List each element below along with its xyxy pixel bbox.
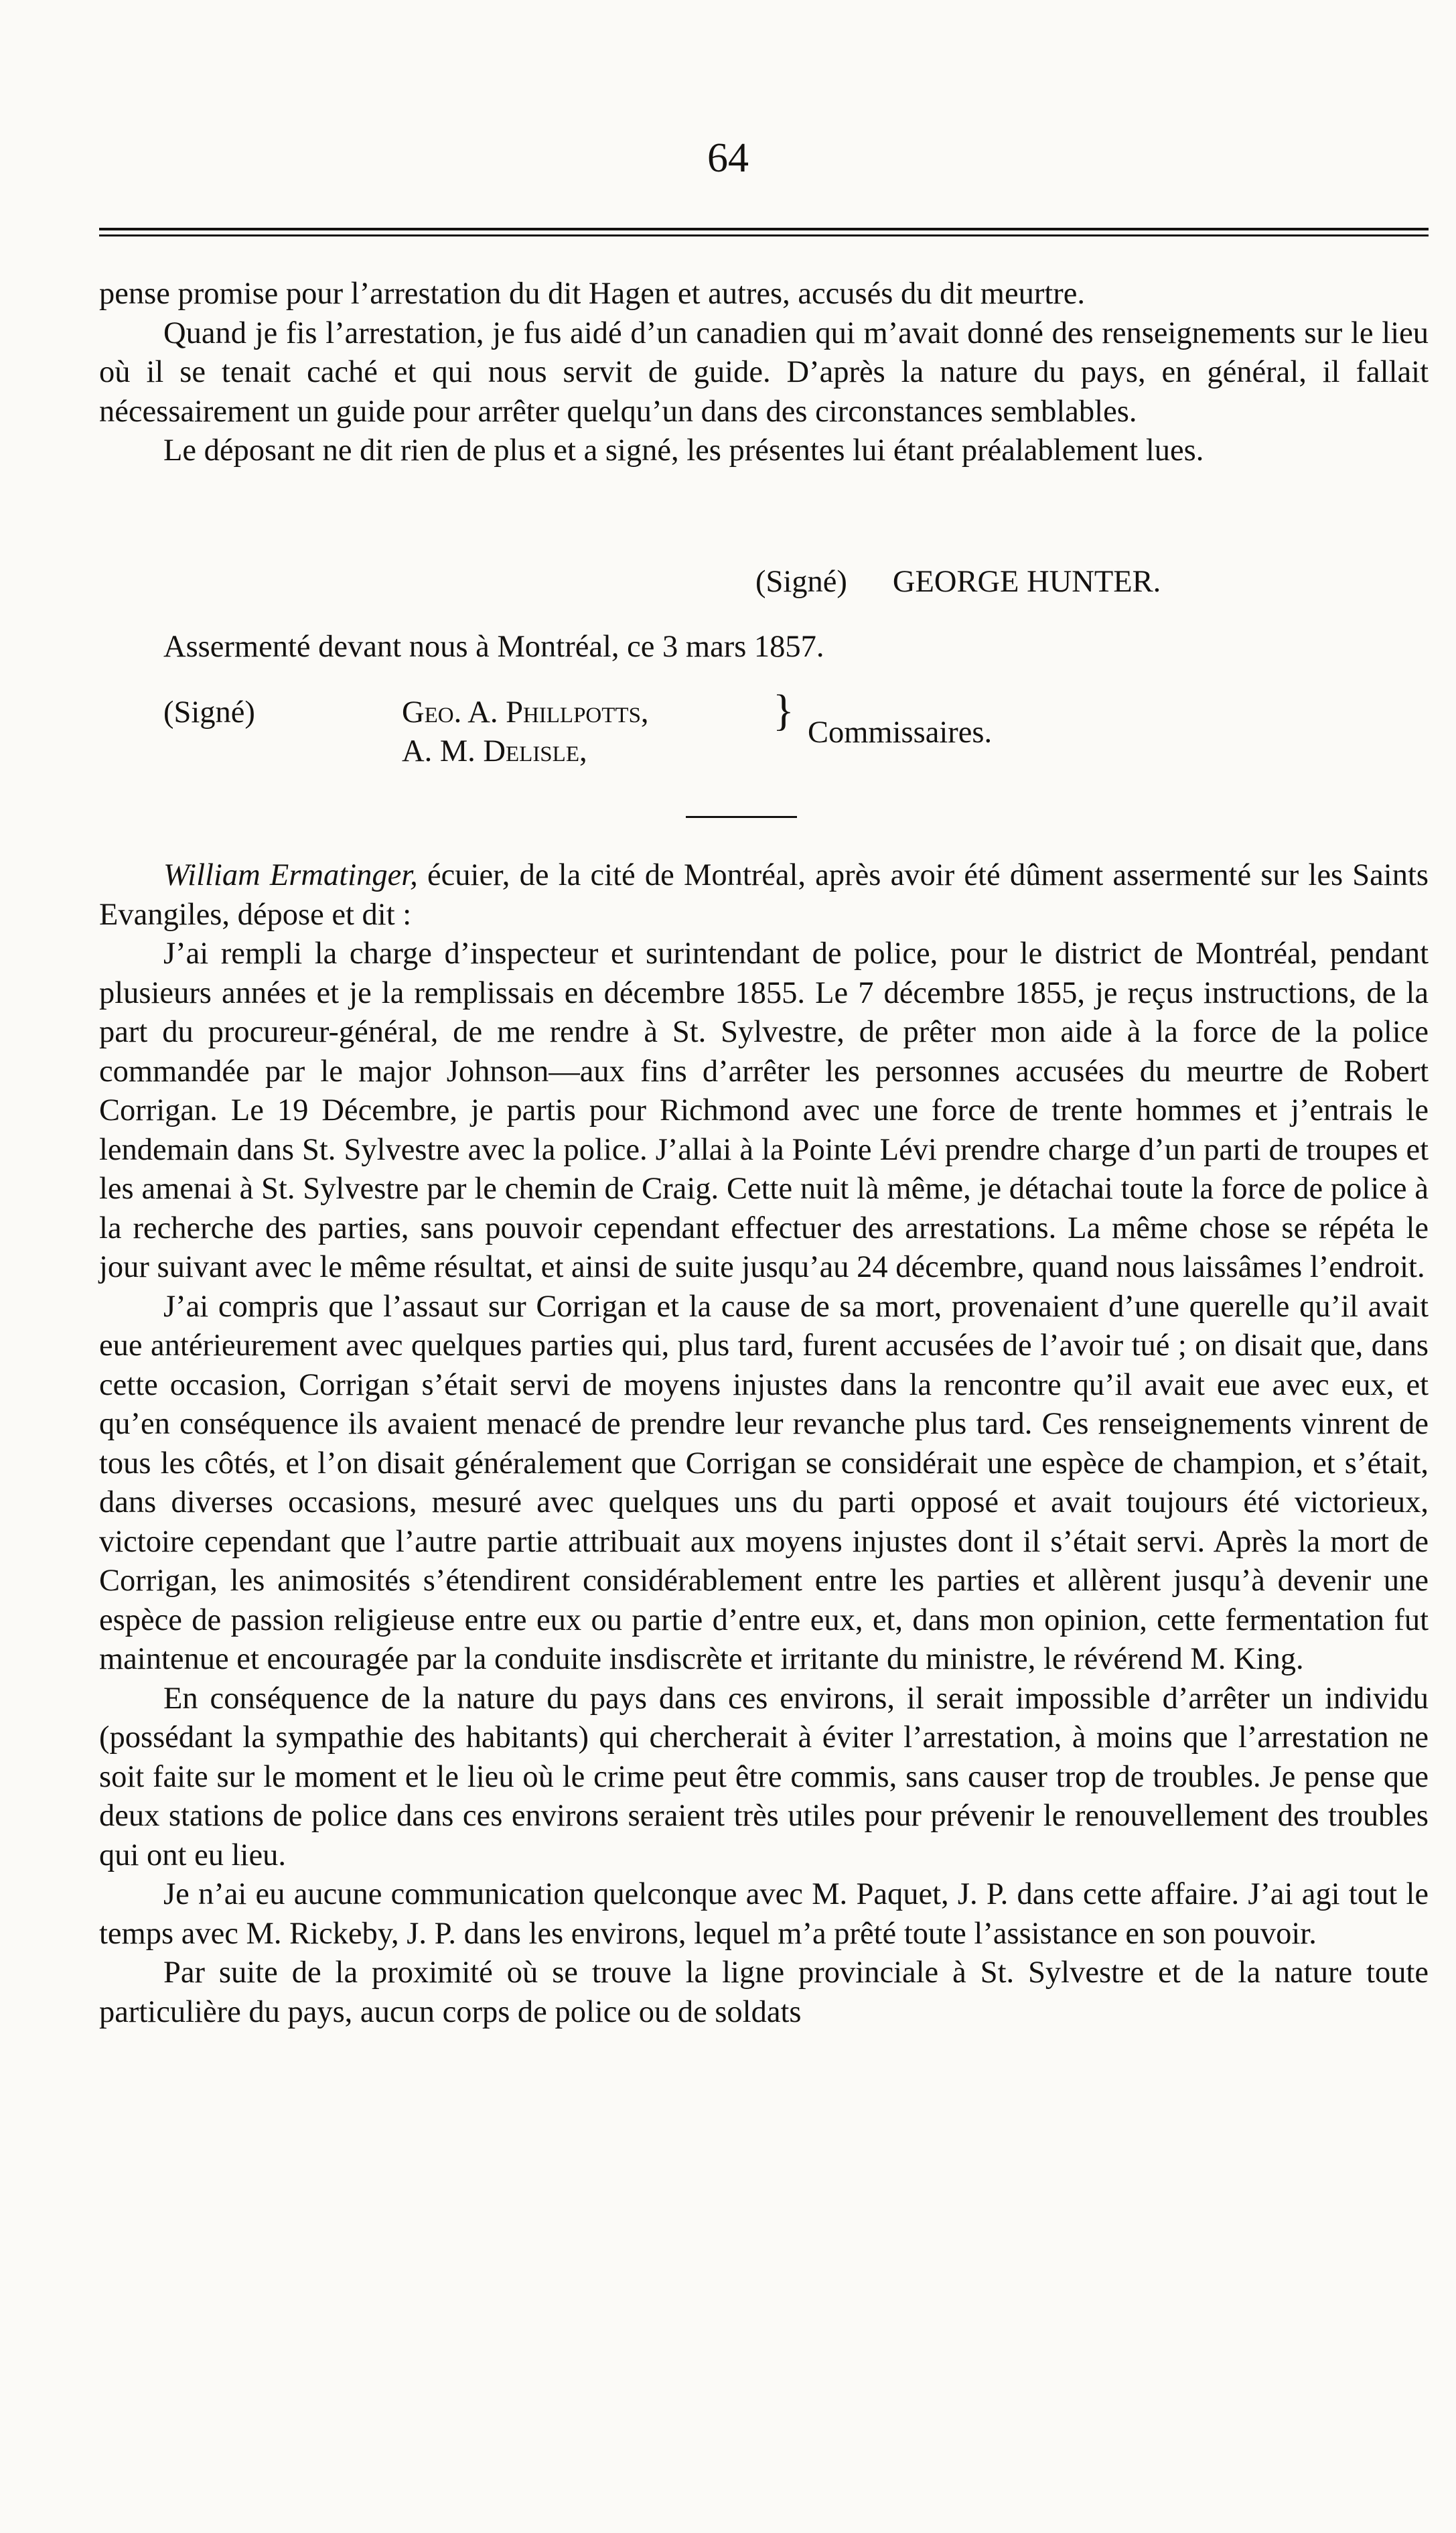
page-number: 64 [707,135,749,181]
opening-text [99,275,1429,471]
paragraph-continuation: pense promise pour l’arrestation du dit Hagen et autres, accusés du dit meurtre. [99,277,1086,311]
paragraph-corrigan-quarrel: J’ai compris que l’assaut sur Corrigan et la cause de sa mort, provenaient d’une querelle qu’il avait eue antérieurement avec quelques parties qui, plus tard, furent accusées de l’avoir tué ; on disait que, dans cette occasion, Corrigan s’était servi de moyens injustes dans la rencontre qu’il avait eue avec eux, et qu’en conséquence ils avaient menacé de prendre leur revanche plus tard. Ces renseignements vinrent de tous les côtés, et l’on disait généralement que Corrigan se considérait une espèce de champion, et s’était, dans diverses occasions, mesuré avec quelques uns du parti opposé et avait toujours été victorieux, victoire cependant que l’autre partie attribuait aux moyens injustes dont il s’était servi. Après la mort de Corrigan, les animosités s’étendirent considérablement entre les parties et allèrent jusqu’à devenir une espèce de passion religieuse entre eux ou partie d’entre eux, et, dans mon opinion, cette fermentation fut maintenue et encouragée par la conduite insdiscrète et irritante du ministre, le révérend M. King. [99,1289,1429,1676]
deponent-name: GEORGE HUNTER. [892,565,1161,599]
commissioners-signed-label: (Signé) [163,695,255,730]
header-rule [99,228,1429,236]
commissioner-name: A. M. Delisle, [402,734,587,768]
brace-glyph: } [773,686,794,735]
paragraph-deponent-closing: Le déposant ne dit rien de plus et a signé, les présentes lui étant préalablement lues. [163,433,1204,468]
paragraph-provincial-line: Par suite de la proximité où se trouve la ligne provinciale à St. Sylvestre et de la nature toute particulière du pays, aucun corps de police ou de soldats [99,1956,1429,2029]
section-divider [686,816,797,818]
deponent-signature [755,563,1161,602]
deposition-intro-rest: écuier, de la cité de Montréal, après avoir été dûment assermenté sur les Saints Evangiles, dépose et dit : [99,858,1429,932]
commissioners-role: Commissaires. [808,715,993,750]
deponent-name-italic: William Ermatinger, [163,858,418,892]
paragraph-arrest-difficulty: En conséquence de la nature du pays dans ces environs, il serait impossible d’arrêter un individu (possédant la sympathie des habitants) qui chercherait à éviter l’arrestation, à moins que l’arrestation ne soit faite sur le moment et le lieu où le crime peut être commis, sans causer trop de troubles. Je pense que deux stations de police dans ces environs seraient très utiles pour prévenir le renouvellement des troubles qui ont eu lieu. [99,1681,1429,1872]
sworn-statement: Assermenté devant nous à Montréal, ce 3 mars 1857. [163,630,824,664]
commissioner-name: Geo. A. Phillpotts, [402,695,649,730]
paragraph-police-duties: J’ai rempli la charge d’inspecteur et surintendant de police, pour le district de Montréal, pendant plusieurs années et je la remplissais en décembre 1855. Le 7 décembre 1855, je reçus instructions, de la part du procureur-général, de me rendre à St. Sylvestre, de prêter mon aide à la force de la police commandée par le major Johnson—aux fins d’arrêter les personnes accusées du meurtre de Robert Corrigan. Le 19 Décembre, je partis pour Richmond avec une force de trente hommes et j’entrais le lendemain dans St. Sylvestre avec la police. J’allai à la Pointe Lévi prendre charge d’un parti de troupes et les amenai à St. Sylvestre par le chemin de Craig. Cette nuit là même, je détachai toute la force de police à la recherche des parties, sans pouvoir cependant effectuer des arrestations. La même chose se répéta le jour suivant avec le même résultat, et ainsi de suite jusqu’au 24 décembre, quand nous laissâmes l’endroit. [99,937,1429,1284]
paragraph-communication: Je n’ai eu aucune communication quelconque avec M. Paquet, J. P. dans cette affaire. J’ai agi tout le temps avec M. Rickeby, J. P. dans les environs, lequel m’a prêté toute l’assistance en son pouvoir. [99,1877,1429,1951]
paragraph-arrest-guide: Quand je fis l’arrestation, je fus aidé d’un canadien qui m’avait donné des renseignements sur le lieu où il se tenait caché et qui nous servit de guide. D’après la nature du pays, en général, il fallait nécessairement un guide pour arrêter quelqu’un dans des circonstances semblables. [99,316,1429,429]
commissioners-signature [163,686,1101,787]
commissioner-names [402,693,649,771]
signed-label: (Signé) [755,565,847,599]
deposition-intro [99,856,1429,935]
deposition-text [99,856,1429,2032]
